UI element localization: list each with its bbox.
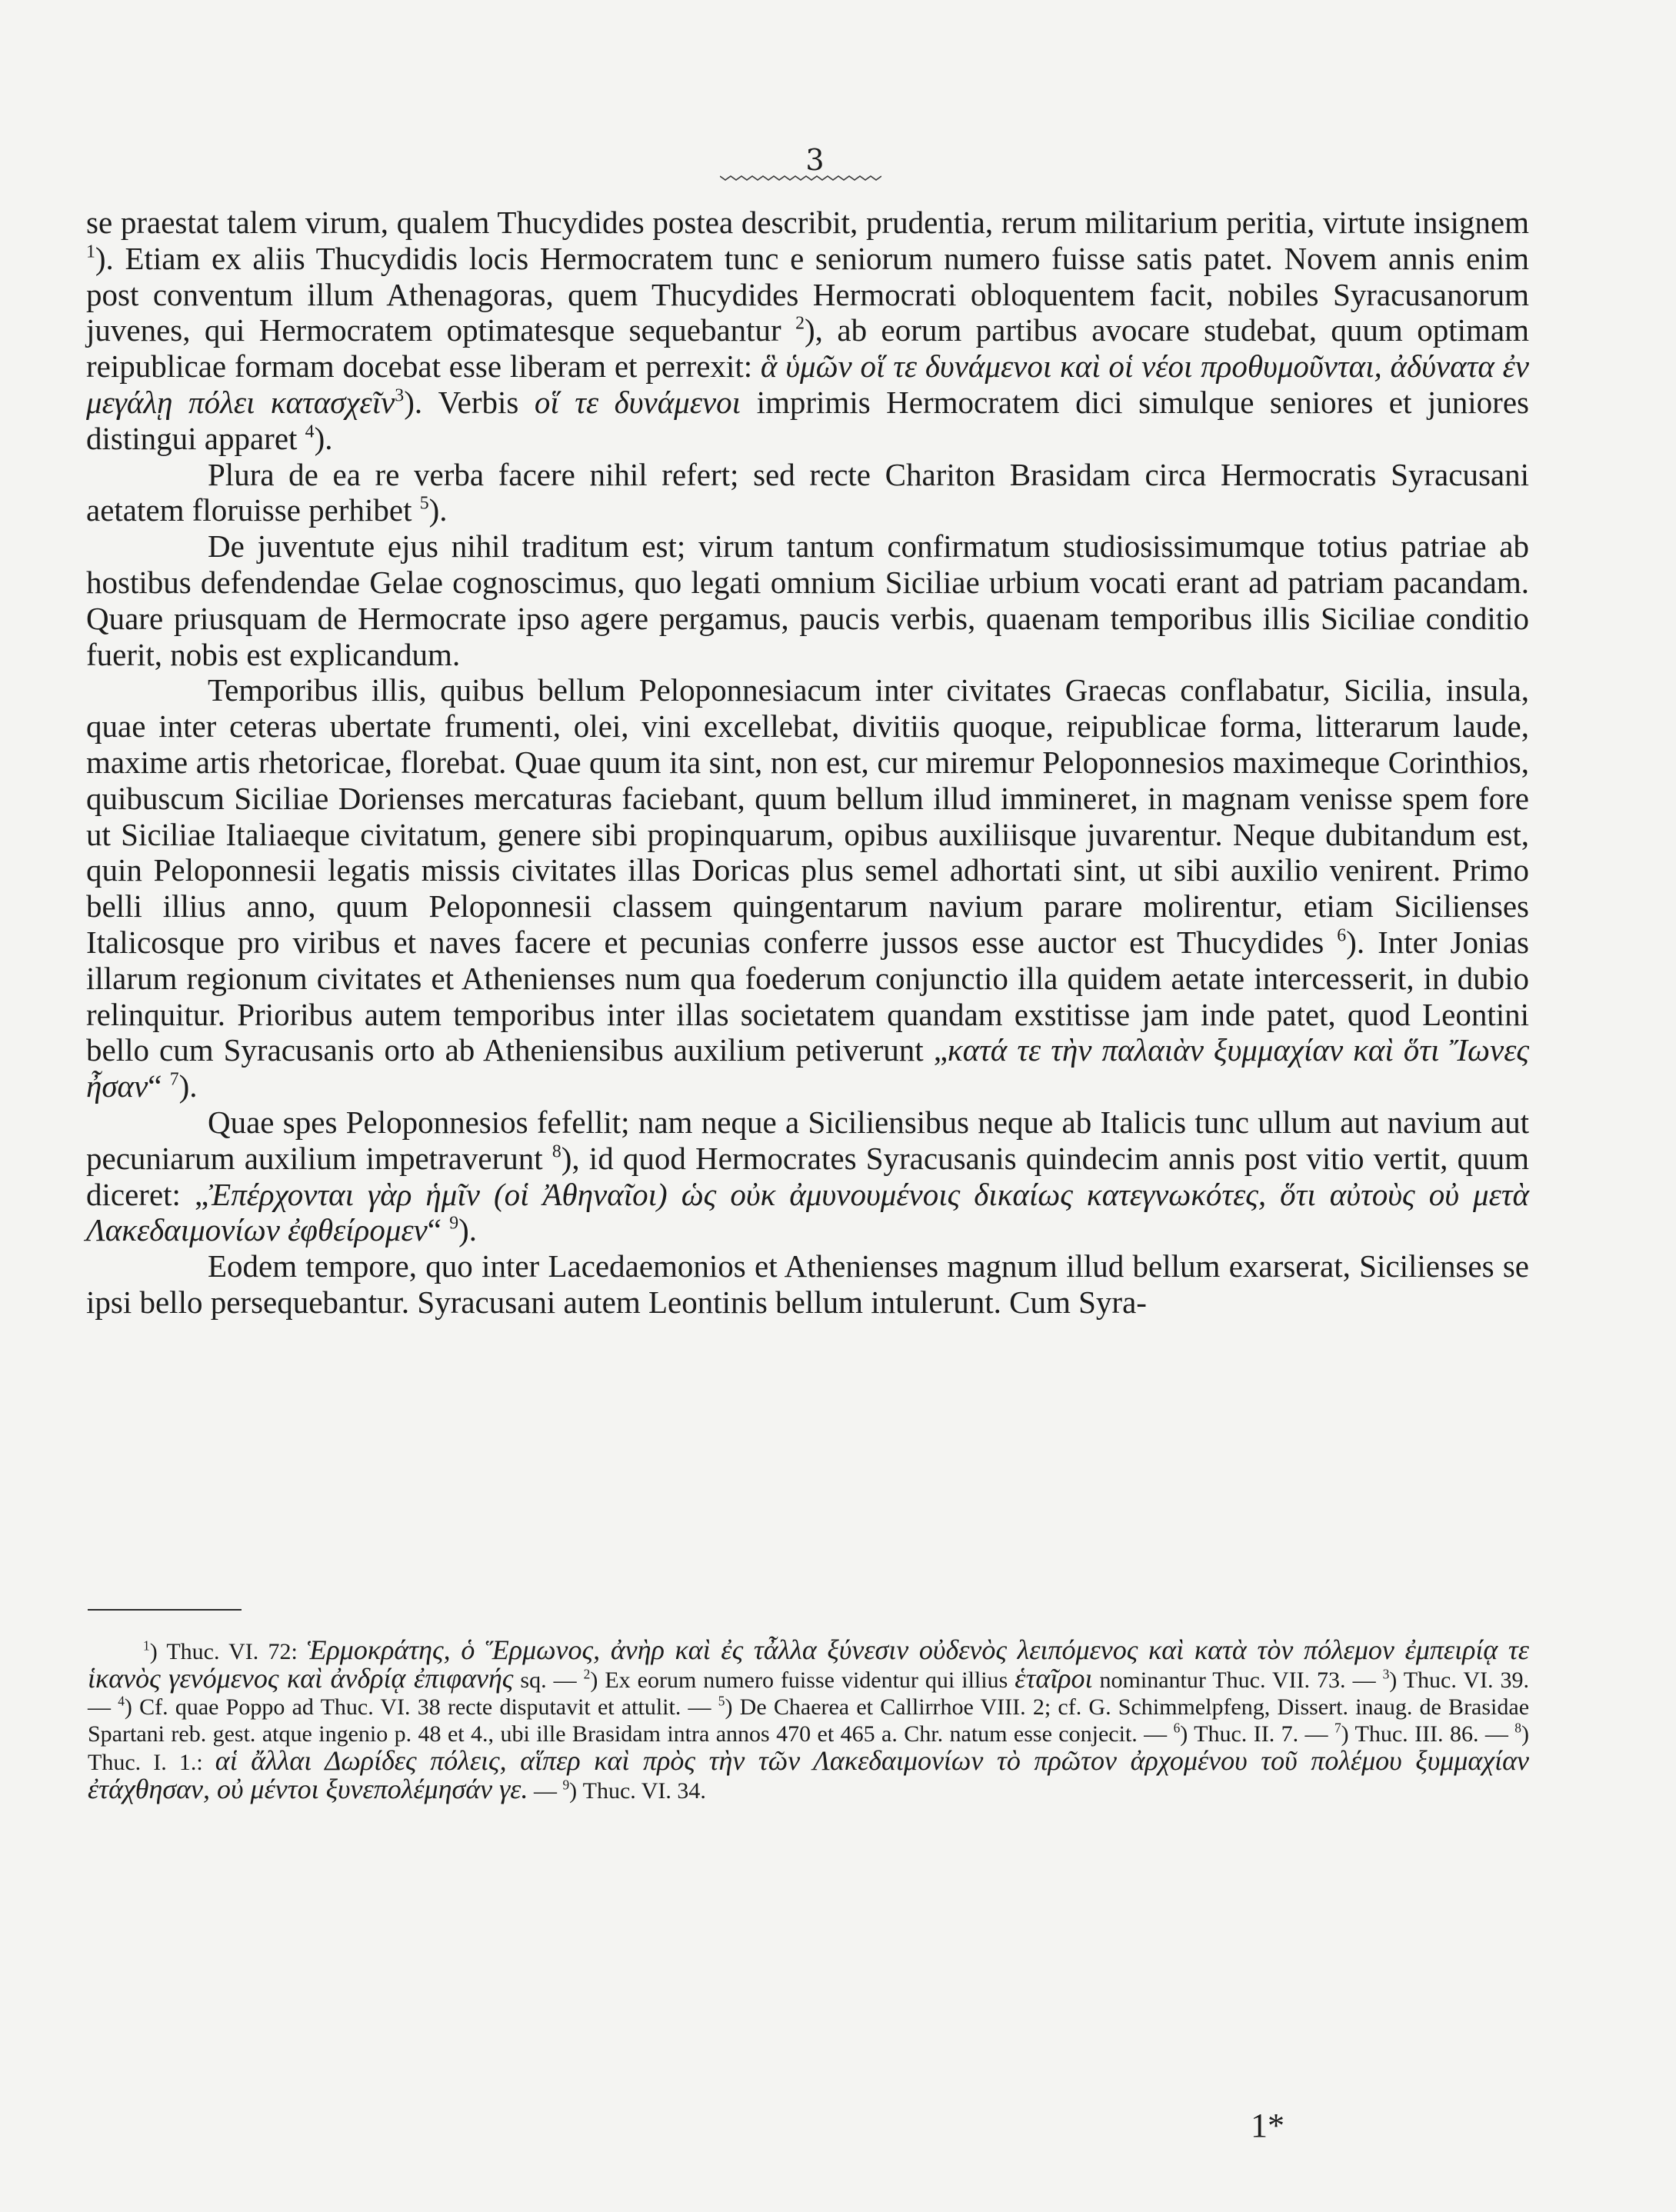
footnote-marker: 4 [305, 421, 315, 442]
text-run: ), id quod Hermocrates Syracusanis quindecim annis post vitio vertit, quum diceret: „ [86, 1140, 1529, 1212]
body-paragraph [86, 528, 1529, 672]
text-run: ) Ex eorum numero fuisse videntur qui illius [590, 1667, 1015, 1693]
text-run: ). Etiam ex aliis Thucydidis locis Hermocratem tunc e seniorum numero fuisse satis patet. Novem annis enim post conventum illum Athenagoras, quem Thucydides Hermocrati obloquentem facit, nobiles Syracusanorum juvenes, qui Hermocratem optimatesque sequebantur [86, 240, 1529, 348]
footnote-marker: 7 [1334, 1720, 1341, 1736]
greek-quotation: Ἑρμοκράτης, ὁ Ἕρμωνος, ἀνὴρ καὶ ἐς τἆλλα ξύνεσιν οὐδενὸς λειπόμενος καὶ κατὰ τὸν πόλεμον ἐμπειρίᾳ τε ἱκανὸς γενόμενος καὶ ἀνδρίᾳ ἐπιφανής [88, 1634, 1529, 1694]
text-run: se praestat talem virum, qualem Thucydides postea describit, prudentia, rerum militarium peritia, virtute insignem [86, 205, 1529, 240]
footnote-marker: 9 [562, 1777, 570, 1793]
body-paragraph [86, 457, 1529, 529]
text-run: ). [314, 420, 333, 456]
footnote-marker: 5 [718, 1693, 725, 1709]
body-paragraph [86, 672, 1529, 1104]
footnote-marker: 6 [1337, 925, 1347, 946]
footnote-marker: 9 [449, 1213, 459, 1234]
page-number: 3 [805, 143, 825, 177]
text-run: ), ab eorum partibus avocare studebat, quum optimam reipublicae formam docebat esse liberam et perrexit: [86, 312, 1529, 385]
main-text [86, 205, 1529, 1321]
text-run: ) Thuc. VI. 34. [569, 1778, 706, 1804]
greek-quotation: Ἐπέρχονται γὰρ ἡμῖν (οἱ Ἀθηναῖοι) ὡς οὐκ ἀμυνουμένοις δικαίως κατεγνωκότες, ὅτι αὐτοὺς οὐ μετὰ Λακεδαιμονίων ἐφθείρομεν [86, 1176, 1529, 1248]
text-run: De juventute ejus nihil traditum est; virum tantum confirmatum studiosissimumque totius patriae ab hostibus defendendae Gelae cognoscimus, quo legati omnium Siciliae urbium vocati erant ad patriam pacandam. Quare priusquam de Hermocrate ipso agere pergamus, paucis verbis, quaenam temporibus illis Siciliae conditio fuerit, nobis est explicandum. [86, 528, 1529, 672]
page-number-ornament [720, 174, 881, 182]
footnote-marker: 8 [551, 1141, 561, 1162]
footnote-marker: 5 [419, 493, 429, 514]
text-run: ) Thuc. I. 1.: [88, 1721, 1529, 1775]
greek-quotation: αἱ ἄλλαι Δωρίδες πόλεις, αἵπερ καὶ πρὸς τὴν τῶν Λακεδαιμονίων τὸ πρῶτον ἀρχομένου τοῦ πολέμου ξυμμαχίαν ἐτάχθησαν, οὐ μέντοι ξυνεπολέμησάν γε. [88, 1745, 1529, 1804]
text-run: Quae spes Peloponnesios fefellit; nam neque a Siciliensibus neque ab Italicis tunc ullum aut navium aut pecuniarum auxilium impetraverunt [86, 1104, 1529, 1176]
greek-quotation: κατά τε τὴν παλαιὰν ξυμμαχίαν καὶ ὅτι Ἴωνες ἦσαν [86, 1032, 1529, 1104]
body-paragraph [86, 205, 1529, 457]
text-run: sq. — [513, 1667, 584, 1693]
footnote-marker: 6 [1173, 1720, 1181, 1736]
footnote-separator [88, 1609, 242, 1611]
text-run: ). [178, 1068, 198, 1104]
greek-quotation: ἑταῖροι [1015, 1663, 1093, 1694]
text-run: ). Inter Jonias illarum regionum civitates et Athenienses num qua foederum conjunctio illa quidem aetate intercesserit, in dubio relinquitur. Prioribus autem temporibus inter illas societatem quandam exstitisse jam inde patet, quod Leontini bello cum Syracusanis orto ab Atheniensibus auxilium petiverunt „ [86, 924, 1529, 1068]
footnotes [88, 1634, 1530, 1804]
text-run: ). [428, 492, 448, 528]
text-run: ). [458, 1212, 478, 1248]
text-run: imprimis Hermocratem dici simulque seniores et juniores distingui apparet [86, 384, 1529, 456]
text-run: “ [148, 1068, 170, 1104]
text-run: ) Thuc. II. 7. — [1180, 1721, 1334, 1747]
text-run: — [528, 1778, 563, 1804]
text-run: Plura de ea re verba facere nihil refert; sed recte Chariton Brasidam circa Hermocratis Syracusani aetatem floruisse perhibet [86, 456, 1529, 528]
footnote-marker: 3 [395, 385, 405, 406]
footnote-marker: 4 [118, 1693, 125, 1709]
body-paragraph [86, 1248, 1529, 1321]
footnote-marker: 7 [169, 1069, 179, 1090]
footnote-marker: 2 [583, 1666, 591, 1682]
text-run: Temporibus illis, quibus bellum Peloponnesiacum inter civitates Graecas conflabatur, Sicilia, insula, quae inter ceteras ubertate frumenti, olei, vini excellebat, divitiis quoque, reipublicae forma, litterarum laude, maxime artis rhetoricae, florebat. Quae quum ita sint, non est, cur miremur Peloponnesios maximeque Corinthios, quibuscum Siciliae Dorienses mercaturas faciebant, quum bellum illud immineret, in magnam venisse spem fore ut Siciliae Italiaeque civitatum, genere sibi propinquarum, opibus auxiliisque juvarentur. Neque dubitandum est, quin Peloponnesii legatis missis civitates illas Doricas plus semel adhortati sint, ut sibi auxilio venirent. Primo belli illius anno, quum Peloponnesii classem quingentarum navium parare molirentur, etiam Sicilienses Italicosque pro viribus et naves facere et pecunias conferre jussos esse auctor est Thucydides [86, 672, 1529, 960]
footnote-block [88, 1634, 1530, 1804]
greek-quotation: ἃ ὑμῶν οἵ τε δυνάμενοι καὶ οἱ νέοι προθυμοῦνται, ἀδύνατα ἐν μεγάλῃ πόλει κατασχεῖν [86, 348, 1529, 420]
text-run: ) Thuc. VI. 39. — [88, 1667, 1529, 1720]
text-run: “ [427, 1212, 450, 1248]
footnote-marker: 8 [1514, 1720, 1521, 1736]
text-run: Eodem tempore, quo inter Lacedaemonios et Athenienses magnum illud bellum exarserat, Sicilienses se ipsi bello persequebantur. Syracusani autem Leontinis bellum intulerunt. Cum Syra- [86, 1248, 1529, 1320]
footnote-marker: 2 [795, 313, 805, 334]
text-run: ) Thuc. III. 86. — [1341, 1721, 1515, 1747]
greek-quotation: οἵ τε δυνάμενοι [534, 384, 741, 420]
text-run: ) Cf. quae Poppo ad Thuc. VI. 38 recte disputavit et attulit. — [124, 1694, 718, 1720]
footnote-marker: 1 [143, 1637, 150, 1654]
printer-signature: 1* [1251, 2107, 1284, 2144]
text-run: ) Thuc. VI. 72: [149, 1639, 307, 1664]
footnote-marker: 3 [1382, 1666, 1390, 1682]
text-run: ). Verbis [404, 384, 535, 420]
body-paragraph [86, 1104, 1529, 1248]
text-run: ) De Chaerea et Callirrhoe VIII. 2; cf. G. Schimmelpfeng, Dissert. inaug. de Brasidae Spartani reb. gest. atque ingenio p. 48 et 4., ubi ille Brasidam intra annos 470 et 465 a. Chr. natum esse conjecit. — [88, 1694, 1530, 1747]
footnote-marker: 1 [86, 242, 95, 262]
text-run: nominantur Thuc. VII. 73. — [1092, 1667, 1383, 1693]
